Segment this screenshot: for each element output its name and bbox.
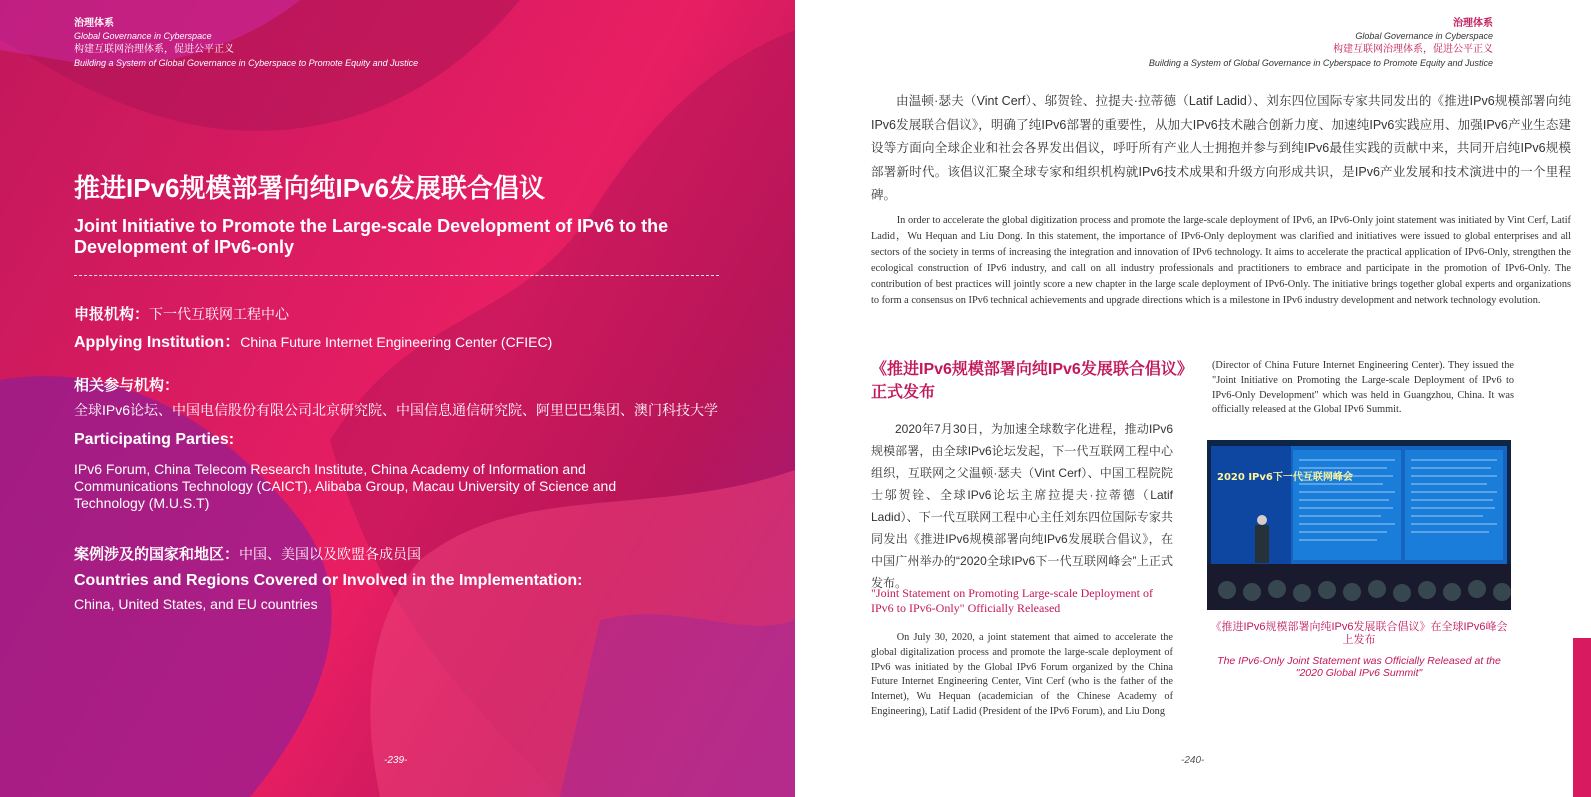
intro-paragraph-zh: 由温顿·瑟夫（Vint Cerf）、邬贺铨、拉提夫·拉蒂德（Latif Ladid）、刘东四位国际专家共同发出的《推进IPv6规模部署向纯IPv6发展联合倡议》，明确了纯IPv6部署的重要性，从加大IPv6技术融合创新力度、加速纯IPv6实践应用、加强IPv6产业生态建设等方面向全球企业和社会各界发出倡议，呼吁所有产业人士拥抱并参与到纯IPv6最佳实践的贡献中来，共同开启纯IPv6规模部署新时代。该倡议汇聚全球专家和组织机构就IPv6技术成果和升级方向形成共识，是IPv6产业发展和技术演进中的一个里程碑。 [871, 94, 1571, 202]
countries-value-en: China, United States, and EU countries [74, 596, 318, 612]
countries-label-zh: 案例涉及的国家和地区： [74, 546, 240, 563]
applicant-en [74, 329, 552, 352]
page-number-left: -239- [384, 755, 408, 766]
title-divider [74, 275, 719, 276]
header-section-en: Global Governance in Cyberspace [1355, 31, 1493, 41]
parties-value-zh: 全球IPv6论坛、中国电信股份有限公司北京研究院、中国信息通信研究院、阿里巴巴集团、澳门科技大学 [74, 402, 719, 418]
applicant-value-en: China Future Internet Engineering Center (CFIEC) [240, 334, 553, 350]
applicant-label-en: Applying Institution： [74, 334, 241, 351]
parties-label-en: Participating Parties: [74, 431, 235, 448]
header-section-zh: 治理体系 [1453, 18, 1493, 29]
applicant-value-zh: 下一代互联网工程中心 [149, 306, 290, 322]
intro-paragraph-en: In order to accelerate the global digitization process and promote the large-scale deployment of IPv6, an IPv6-Only joint statement was initiated by Vint Cerf, Latif Ladid，Wu Hequan and Liu Dong. In this statement, the importance of IPv6-Only deployment was clarified and initiatives were issued to global enterprises and all sectors of the society in terms of increasing the integration and innovation of IPv6 technology. It aims to accelerate the practical application of IPv6-Only, strengthen the ecological construction of IPv6 industry, and call on all industry professionals and practitioners to embrace and participate in the promotion of IPv6-Only. The contribution of best practices will jointly score a new chapter in the large scale deployment of IPv6-Only. The initiative brings together global experts and organizations to form a consensus on IPv6 technical achievements and upgrade directions which is a milestone in IPv6 industry development and network technology evolution. [871, 215, 1571, 306]
countries-zh [74, 543, 421, 564]
applicant-label-zh: 申报机构： [74, 306, 150, 323]
countries-value-zh: 中国、美国以及欧盟各成员国 [239, 546, 422, 562]
header-subtitle-zh: 构建互联网治理体系，促进公平正义 [74, 44, 234, 55]
photo-screen-text: 2020 IPv6下一代互联网峰会 [1217, 472, 1353, 483]
case-title-zh: 推进IPv6规模部署向纯IPv6发展联合倡议 [74, 173, 545, 203]
section-title-zh: 《推进IPv6规模部署向纯IPv6发展联合倡议》正式发布 [871, 361, 1185, 401]
header-section-en: Global Governance in Cyberspace [74, 31, 212, 41]
left-page [0, 0, 795, 797]
parties-value-en: IPv6 Forum, China Telecom Research Institute, China Academy of Information and Communications Technology (CAICT), Alibaba Group, Macau University of Science and Technology (M.U.S.T) [74, 461, 617, 511]
photo-caption-zh: 《推进IPv6规模部署向纯IPv6发展联合倡议》在全球IPv6峰会上发布 [1210, 621, 1508, 646]
countries-label-en: Countries and Regions Covered or Involved in the Implementation: [74, 572, 583, 589]
header-subtitle-en: Building a System of Global Governance in Cyberspace to Promote Equity and Justice [74, 58, 419, 68]
right-running-header [1149, 18, 1493, 70]
section-body-en-continued: (Director of China Future Internet Engineering Center). They issued the "Joint Initiative on Promoting the Large-scale Deployment of IPv6 to IPv6-Only Development" which was held in Guangzhou, China. It was officially released at the Global IPv6 Summit. [1212, 360, 1514, 416]
summit-photo-illustration [1207, 440, 1511, 610]
left-running-header [74, 18, 418, 70]
right-page [795, 0, 1591, 797]
page-number-right: -240- [1181, 755, 1205, 766]
summit-photo [1207, 440, 1511, 610]
section-body-zh: 2020年7月30日，为加速全球数字化进程，推动IPv6规模部署，由全球IPv6论坛发起，下一代互联网工程中心组织，互联网之父温顿·瑟夫（Vint Cerf）、中国工程院院士邬贺铨、全球IPv6论坛主席拉提夫·拉蒂德（Latif Ladid）、下一代互联网工程中心主任刘东四位国际专家共同发出《推进IPv6规模部署向纯IPv6发展联合倡议》，在中国广州举办的“2020全球IPv6下一代互联网峰会”上正式发布。 [871, 422, 1173, 590]
parties-label-zh: 相关参与机构： [74, 377, 180, 394]
header-subtitle-zh: 构建互联网治理体系，促进公平正义 [1333, 44, 1493, 55]
photo-caption-en: The IPv6-Only Joint Statement was Officially Released at the "2020 Global IPv6 Summit" [1217, 655, 1501, 679]
page-edge-bar [1573, 638, 1591, 797]
header-section-zh: 治理体系 [74, 18, 114, 29]
background-waves [0, 0, 795, 797]
section-body-en: On July 30, 2020, a joint statement that aimed to accelerate the global digitalization process and promote the large-scale deployment of IPv6 was initiated by the Global IPv6 Forum organized by the China Future Internet Engineering Center, Vint Cerf (who is the father of the Internet), Wu Hequan (academician of the Chinese Academy of Engineering), Latif Ladid (President of the IPv6 Forum), and Liu Dong [871, 632, 1173, 717]
header-subtitle-en: Building a System of Global Governance in Cyberspace to Promote Equity and Justice [1148, 58, 1493, 68]
case-title-en: Joint Initiative to Promote the Large-scale Development of IPv6 to the Development of IPv6-only [74, 216, 669, 257]
section-title-en: "Joint Statement on Promoting Large-scale Deployment of IPv6 to IPv6-Only" Officially Released [871, 586, 1153, 615]
applicant-zh [74, 303, 289, 324]
